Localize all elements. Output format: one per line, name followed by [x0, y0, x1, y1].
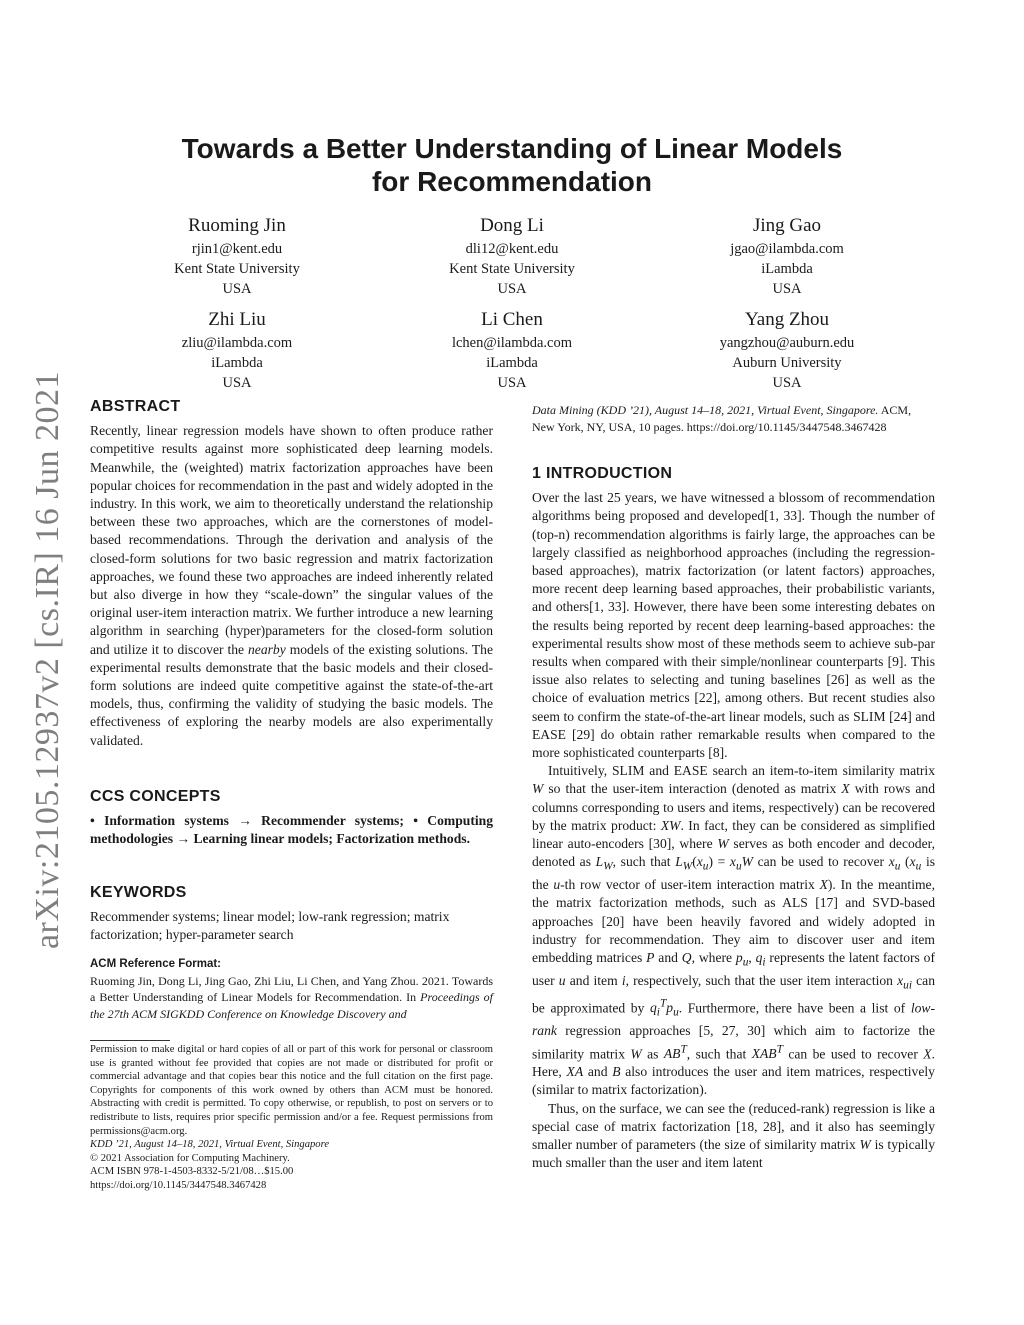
author-name: Li Chen	[481, 309, 543, 330]
acm-venue-continued: Data Mining (KDD ’21), August 14–18, 2021, Virtual Event, Singapore.	[532, 403, 879, 417]
author-affiliation: iLambda	[486, 355, 538, 371]
author-affiliation: iLambda	[761, 261, 813, 277]
intro-paragraph-1: Over the last 25 years, we have witnessed a blossom of recommendation algorithms being proposed and developed[1, 33]. Though the number of (top-n) recommendation algorithms is fairly large, the approaches can be largely classified as neighborhood approaches (including the regression-based approaches), matrix factorization (or latent factors) approaches, more recent deep learning based approaches, their probabilistic variants, and others[1, 33]. However, there have been some interesting debates on the results being reported by recent deep learning-based approaches: the experimental results show most of these methods seem to achieve sub-par results when compared with their simple/nonlinear counterparts [9]. This issue also relates to selecting and tuning baselines [26] as well as the choice of evaluation metrics [22], among others. But recent studies also seem to confirm the state-of-the-art linear models, such as SLIM [24] and EASE [29] do obtain rather remarkable results when compared to the more sophisticated counterparts [8].	[532, 490, 935, 761]
permission-notice: Permission to make digital or hard copies of all or part of this work for personal or classroom use is granted without fee provided that copies are not made or distributed for profit or commercial advantage and that copies bear this notice and the full citation on the first page. Copyrights for components of this work owned by others than ACM must be honored. Abstracting with credit is permitted. To copy otherwise, or republish, to post on servers or to redistribute to lists, requires prior specific permission and/or a fee. Request permissions from permissions@acm.org.	[90, 1044, 493, 1137]
author-email: jgao@ilambda.com	[730, 241, 844, 257]
author-email: yangzhou@auburn.edu	[719, 335, 855, 351]
arxiv-sidebar	[28, 370, 68, 950]
conference-line: KDD ’21, August 14–18, 2021, Virtual Event, Singapore	[90, 1139, 330, 1151]
keywords-section	[90, 884, 493, 945]
abstract-emphasis: nearby	[248, 641, 286, 657]
paper-title	[90, 132, 934, 198]
copyright-line: © 2021 Association for Computing Machinery.	[90, 1152, 290, 1164]
author-block	[647, 308, 927, 393]
title-line-1: Towards a Better Understanding of Linear Models	[181, 133, 843, 164]
author-email: zliu@ilambda.com	[181, 335, 293, 351]
author-affiliation: Kent State University	[174, 261, 300, 277]
author-country: USA	[772, 281, 802, 297]
doi-link[interactable]: https://doi.org/10.1145/3447548.3467428	[90, 1179, 267, 1191]
acm-reference	[90, 956, 493, 1022]
acm-reference-heading: ACM Reference Format:	[90, 958, 221, 970]
keywords-text: Recommender systems; linear model; low-rank regression; matrix factorization; hyper-parameter search	[90, 909, 450, 943]
author-email: lchen@ilambda.com	[451, 335, 573, 351]
author-block	[647, 214, 927, 299]
author-name: Zhi Liu	[208, 309, 266, 330]
author-block	[97, 214, 377, 299]
arxiv-id: arXiv:2105.12937v2 [cs.IR] 16 Jun 2021	[29, 370, 66, 950]
acm-reference-text: Ruoming Jin, Dong Li, Jing Gao, Zhi Liu, Li Chen, and Yang Zhou. 2021. Towards a Better Understanding of Linear Models for Recommendation. In Proceedings of the 27th ACM SIGKDD Conference on Knowledge Discovery and	[90, 973, 493, 1021]
author-name: Dong Li	[480, 215, 544, 236]
author-block	[372, 308, 652, 393]
ccs-text: • Information systems → Recommender systems; • Computing methodologies → Learning linear models; Factorization methods.	[90, 813, 493, 847]
acm-reference-continued	[532, 402, 935, 435]
intro-paragraph-2: Intuitively, SLIM and EASE search an item-to-item similarity matrix W so that the user-item interaction (denoted as matrix X with rows and columns corresponding to users and items, respectively) can be recovered by the matrix product: XW. In fact, they can be considered as simplified linear auto-encoders [30], where W serves as both encoder and decoder, denoted as $L_W$, such that $L_W(x_u) = x_uW$ can be used to recover $x_u$ ($x_u$ is the u-th row vector of user-item interaction matrix X). In the meantime, the matrix factorization methods, such as ALS [17] and SVD-based approaches [20] have been heavily favored and widely adopted in industry for recommendation. They aim to discover user and item embedding matrices P and Q, where $p_u$, $q_i$ represents the latent factors of user u and item i, respectively, such that the user item interaction $x_{ui}$ can be approximated by $q_i^Tp_u$. Furthermore, there have been a list of low-rank regression approaches [5, 27, 30] which aim to factorize the similarity matrix W as $AB^T$, such that $XAB^T$ can be used to recover X. Here, XA and B also introduces the user and item matrices, respectively (similar to matrix factorization).	[532, 763, 936, 1098]
author-block	[372, 214, 652, 299]
introduction-section	[532, 465, 935, 1172]
abstract-text: Recently, linear regression models have shown to often produce rather competitive results against more sophisticated deep learning models. Meanwhile, the (weighted) matrix factorization approaches have been popular choices for recommendation in the past and widely adopted in the industry. In this work, we aim to theoretically understand the relationship between these two approaches, which are the cornerstones of model-based recommendations. Through the derivation and analysis of the closed-form solutions for two basic regression and matrix factorization approaches, we found these two approaches are indeed inherently related but also diverge in how they “scale-down” the singular values of the original user-item interaction matrix. We further introduce a new learning algorithm in searching (hyper)parameters for the closed-form solution and utilize it to discover the nearby models of the existing solutions. The experimental results demonstrate that the basic models and their closed-form solutions are indeed quite competitive against the state-of-the-art models, thus, confirming the validity of studying the basic models. The effectiveness of exploring the nearby models are also experimentally validated.	[90, 423, 493, 748]
author-block	[97, 308, 377, 393]
author-country: USA	[497, 375, 527, 391]
author-email: dli12@kent.edu	[465, 241, 559, 257]
footnote-rule	[90, 1040, 170, 1041]
acm-reference-tail: ACM, New York, NY, USA, 10 pages. https://doi.org/10.1145/3447548.3467428	[532, 403, 912, 434]
intro-paragraph-3: Thus, on the surface, we can see the (reduced-rank) regression is like a special case of matrix factorization [18, 28], and it also has seemingly smaller number of parameters (the size of similarity matrix W is typically much smaller than the user and item latent	[532, 1100, 936, 1171]
author-country: USA	[222, 281, 252, 297]
isbn-line: ACM ISBN 978-1-4503-8332-5/21/08…$15.00	[90, 1166, 294, 1178]
abstract-heading: ABSTRACT	[90, 398, 181, 415]
author-email: rjin1@kent.edu	[191, 241, 283, 257]
keywords-heading: KEYWORDS	[90, 884, 187, 901]
title-line-2: for Recommendation	[371, 166, 653, 197]
author-affiliation: iLambda	[211, 355, 263, 371]
author-name: Jing Gao	[752, 215, 822, 236]
ccs-heading: CCS CONCEPTS	[90, 788, 221, 805]
footnote	[90, 1043, 493, 1193]
ccs-section	[90, 788, 493, 849]
abstract-section	[90, 398, 493, 750]
author-affiliation: Kent State University	[449, 261, 575, 277]
author-affiliation: Auburn University	[732, 355, 842, 371]
author-country: USA	[772, 375, 802, 391]
introduction-heading: 1 INTRODUCTION	[532, 465, 673, 482]
author-name: Ruoming Jin	[188, 215, 286, 236]
author-country: USA	[497, 281, 527, 297]
author-country: USA	[222, 375, 252, 391]
author-name: Yang Zhou	[744, 309, 830, 330]
